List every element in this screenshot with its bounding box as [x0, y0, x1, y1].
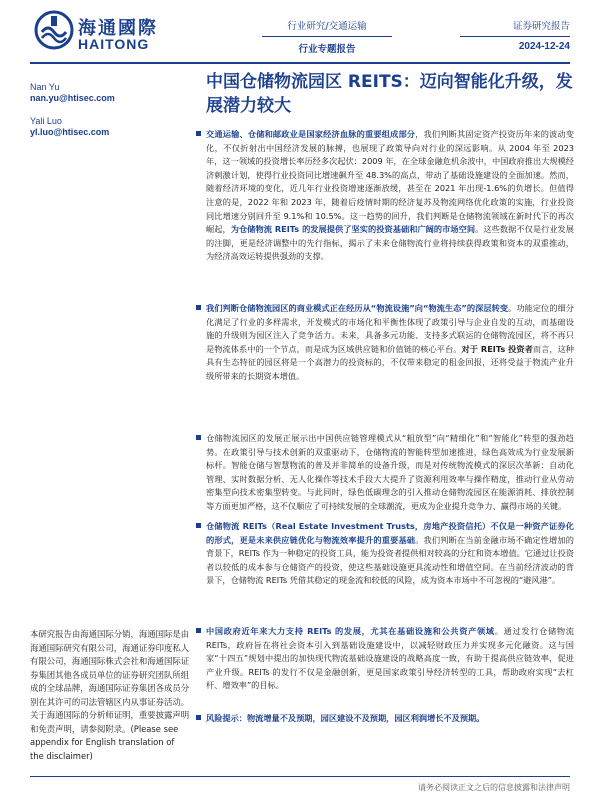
bullet-icon	[196, 305, 201, 310]
footer-divider	[30, 776, 570, 777]
summary-paragraph-1	[206, 128, 574, 264]
logo-chinese-name: 海通國際	[78, 18, 158, 39]
paragraph-text: 。功能定位的细分化满足了行业的多样需求，开发模式的市场化和平衡性体现了政策引导与企业自发的互动，而基础设施的升级则为园区注入了竞争活力。未来，具备多元功能、支持多式联运的仓储物流园区，将不再只是物流体系中的一个节点，而是成为区域供应链和价值链的核心平台。	[206, 303, 574, 354]
report-category-block	[262, 18, 392, 55]
analyst-name: Nan Yu	[30, 82, 60, 92]
paragraph-text: ，我们判断其固定资产投资历年来的波动变化，不仅折射出中国经济发展的脉搏，也展现了政策导向对行业的深远影响。从 2004 年至 2023 年，这一领域的投资增长率历经多次起伏：2009 年，在全球金融危机余波中，中国政府推出大规模经济刺激计划，使得行业投资同比增速飙升至 48.3%的高点，带动了基础设施建设的全面加速。然而，随着经济环境的变化，近几年行业投资增速逐渐放缓，甚至在 2021 年出现-1.6%的负增长。但值得注意的是，2022 年和 2023 年，随着后疫情时期的经济复苏及物流网络优化政策的实施，行业投资同比增速分别回升至 9.1%和 10.5%。这一趋势的回升，我们判断是仓储物流领域在新时代下的再次崛起，	[206, 129, 574, 235]
analyst-1	[30, 82, 115, 104]
report-meta-block	[460, 18, 570, 52]
risk-warning	[206, 712, 574, 726]
report-type: 行业专题报告	[298, 44, 356, 55]
bullet-icon	[196, 715, 201, 720]
paragraph-emphasis: 为仓储物流 REITs 的发展提供了坚实的投资基础和广阔的市场空间	[230, 224, 476, 235]
report-category: 行业研究/交通运输	[262, 18, 392, 37]
paragraph-lead: 我们判断仓储物流园区的商业模式正在经历从“物流设施”向“物流生态”的深层转变	[206, 303, 509, 313]
paragraph-lead: 交通运输、仓储和邮政业是国家经济血脉的重要组成部分	[206, 129, 416, 139]
summary-paragraph-3	[206, 432, 574, 514]
paragraph-lead: 仓储物流 REITs（Real Estate Investment Trusts，房地产投资信托）不仅是一种资产证券化的形式，更是未来供应链优化与物流效率提升的重要基础	[206, 521, 574, 545]
risk-warning-label: 风险提示：	[206, 713, 247, 723]
summary-paragraph-5	[206, 625, 574, 693]
analyst-name: Yali Luo	[30, 116, 62, 126]
risk-warning-text: 物流增量不及预期，园区建设不及预期，园区利润增长不及预期。	[246, 713, 485, 723]
paragraph-text: 。我们判断在当前金融市场不确定性增加的背景下，REITs 作为一种稳定的投资工具，能为投资者提供相对较高的分红和资本增值。它通过让投资者以较低的成本参与仓储资产的投资，使这些基础设施更具流动性和增值空间。在当前经济波动的背景下，仓储物流 REITs 凭借其稳定的现金流和较低的风险，成为资本市场中不可忽视的“避风港”。	[206, 534, 574, 586]
report-series: 证券研究报告	[460, 18, 570, 37]
haitong-logo	[34, 10, 194, 52]
header-divider	[30, 62, 570, 64]
analyst-2	[30, 116, 109, 138]
haitong-emblem-icon	[34, 10, 74, 50]
analyst-email[interactable]: yl.luo@htisec.com	[30, 127, 110, 137]
report-date: 2024-12-24	[518, 41, 570, 52]
distribution-disclaimer: 本研究报告由海通国际分销，海通国际是由海通国际研究有限公司，海通证券印度私人有限公司，海通国际株式会社和海通国际证券集团其他各成员单位的证券研究团队所组成的全球品牌，海通国际证券集团各成员分别在其许可的司法管辖区内从事证券活动。关于海通国际的分析师证明，重要披露声明和免责声明，请参阅附录。(Please see appendix for English translation of the disclaimer)	[30, 629, 190, 761]
paragraph-text: 。通过发行仓储物流 REITs，政府旨在将社会资本引入到基础设施建设中，以减轻财政压力并实现多元化融资。这与国家“十四五”规划中提出的加快现代物流基础设施建设的战略高度一致，有助于提高供应链效率，促进产业升级。REITs 的发行不仅是金融创新，更是国家政策引导经济转型的工具，帮助政府实现“去杠杆、增效率”的目标。	[206, 626, 574, 691]
footer-notice: 请务必阅读正文之后的信息披露和法律声明	[418, 783, 570, 792]
paragraph-text: 而言，这种具有生态特征的园区将是一个高潜力的投资标的，不仅带来稳定的租金回报，还将受益于物流产业升级所带来的长期资本增值。	[206, 343, 574, 381]
paragraph-emphasis: 对于 REITs 投资者	[461, 343, 533, 354]
report-title: 中国仓储物流园区 REITS：迈向智能化升级，发展潜力较大	[206, 72, 573, 116]
paragraph-text: 。这些数据不仅是行业发展的注脚，更是经济调整中的先行指标，揭示了未来仓储物流行业将持续获得政策和资本的双重推动，为经济高效运转提供强劲的支撑。	[206, 224, 574, 262]
paragraph-lead: 中国政府近年来大力支持 REITs 的发展，尤其在基础设施和公共资产领域	[206, 626, 495, 636]
summary-paragraph-4	[206, 520, 574, 588]
summary-paragraph-2	[206, 302, 574, 384]
bullet-icon	[196, 435, 201, 440]
logo-english-name: HAITONG	[78, 36, 150, 52]
analyst-email[interactable]: nan.yu@htisec.com	[30, 93, 115, 103]
bullet-icon	[196, 628, 201, 633]
bullet-icon	[196, 131, 201, 136]
paragraph-text: 仓储物流园区的发展正展示出中国供应链管理模式从“粗放型”向“精细化”和“智能化”转型的强劲趋势。在政策引导与技术创新的双重驱动下，仓储物流的智能转型加速推进，绿色高效成为行业发展新标杆。智能仓储与智慧物流的普及并非简单的设备升级，而是对传统物流模式的深层次革新：自动化管理、实时数据分析、无人化操作等技术手段大大提升了资源利用效率与操作精度，推动行业从劳动密集型向技术密集型转变。与此同时，绿色低碳理念的引入推动仓储物流园区在能源消耗、排放控制等方面更加严格，这不仅顺应了可持续发展的全球潮流，更成为企业提升竞争力、赢得市场的关键。	[206, 433, 574, 511]
bullet-icon	[196, 523, 201, 528]
